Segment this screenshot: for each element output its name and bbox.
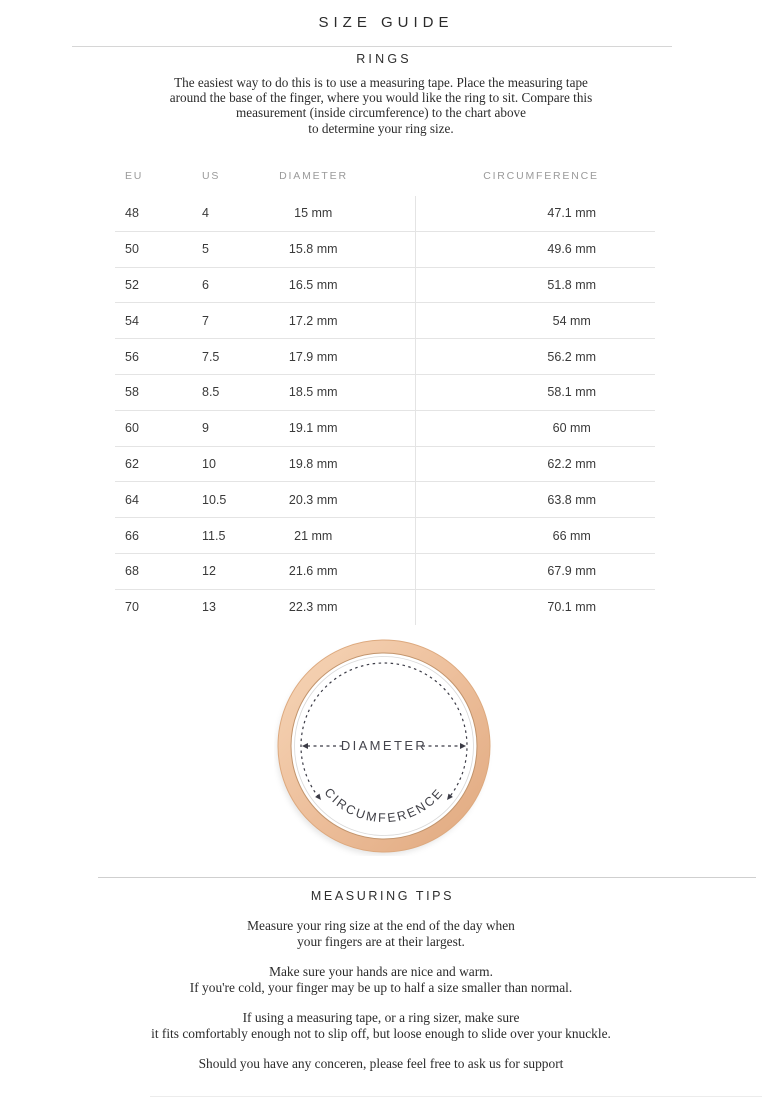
column-header-us: US: [202, 170, 221, 182]
diameter-value: 21 mm: [270, 518, 415, 554]
table-row: [115, 374, 655, 410]
tip-line: Measure your ring size at the end of the day when: [247, 918, 515, 933]
table-row: [115, 482, 655, 518]
column-header-circumference: CIRCUMFERENCE: [483, 170, 599, 182]
tip-line: your fingers are at their largest.: [297, 933, 465, 949]
table-row: [115, 339, 655, 375]
diameter-value: 19.1 mm: [270, 410, 415, 446]
eu-size: 62: [115, 446, 190, 482]
tip-line: Should you have any conceren, please feel free to ask us for support: [198, 1056, 564, 1071]
circumference-value: 47.1 mm: [415, 196, 655, 231]
tips-divider: [98, 877, 756, 878]
tip-line: Make sure your hands are nice and warm.: [269, 964, 493, 979]
table-row: [115, 589, 655, 624]
eu-size: 58: [115, 374, 190, 410]
intro-line: around the base of the finger, where you would like the ring to sit. Compare this: [169, 90, 593, 106]
intro-line: The easiest way to do this is to use a measuring tape. Place the measuring tape: [174, 75, 588, 90]
diameter-value: 18.5 mm: [270, 374, 415, 410]
circumference-value: 51.8 mm: [415, 267, 655, 303]
column-header-diameter: DIAMETER: [279, 170, 348, 182]
us-size: 12: [190, 553, 270, 589]
eu-size: 54: [115, 303, 190, 339]
circumference-value: 62.2 mm: [415, 446, 655, 482]
table-row: [115, 303, 655, 339]
diameter-value: 21.6 mm: [270, 553, 415, 589]
eu-size: 60: [115, 410, 190, 446]
measuring-tips-heading: MEASURING TIPS: [310, 889, 455, 903]
ring-diagram-svg: [274, 636, 494, 856]
eu-size: 70: [115, 589, 190, 624]
tip-paragraph: [0, 1010, 762, 1041]
top-divider: [72, 46, 672, 47]
circumference-value: 56.2 mm: [415, 339, 655, 375]
circumference-label: CIRCUMFERENCE: [321, 785, 447, 826]
table-row: [115, 231, 655, 267]
us-size: 7.5: [190, 339, 270, 375]
intro-paragraph: [0, 75, 762, 136]
eu-size: 66: [115, 518, 190, 554]
us-size: 10.5: [190, 482, 270, 518]
eu-size: 56: [115, 339, 190, 375]
circumference-value: 54 mm: [415, 303, 655, 339]
diameter-label: DIAMETER: [340, 738, 428, 753]
circumference-value: 58.1 mm: [415, 374, 655, 410]
page-title: SIZE GUIDE: [318, 14, 454, 31]
diameter-value: 20.3 mm: [270, 482, 415, 518]
eu-size: 68: [115, 553, 190, 589]
us-size: 10: [190, 446, 270, 482]
table-row: [115, 196, 655, 231]
us-size: 13: [190, 589, 270, 624]
diameter-value: 15.8 mm: [270, 231, 415, 267]
diameter-value: 19.8 mm: [270, 446, 415, 482]
us-size: 5: [190, 231, 270, 267]
diameter-value: 15 mm: [294, 206, 333, 221]
diameter-value: 17.2 mm: [270, 303, 415, 339]
eu-size: 64: [115, 482, 190, 518]
diameter-value: 22.3 mm: [270, 589, 415, 624]
circumference-value: 66 mm: [415, 518, 655, 554]
eu-size: 48: [125, 206, 139, 221]
table-header-row: [115, 166, 655, 196]
footer-divider: [150, 1096, 762, 1097]
circumference-value: 63.8 mm: [415, 482, 655, 518]
diameter-value: 17.9 mm: [270, 339, 415, 375]
eu-size: 52: [115, 267, 190, 303]
tip-line: If using a measuring tape, or a ring sizer, make sure: [242, 1010, 520, 1025]
intro-line: measurement (inside circumference) to the chart above: [236, 105, 526, 121]
table-row: [115, 267, 655, 303]
us-size: 4: [202, 206, 209, 221]
table-row: [115, 518, 655, 554]
table-row: [115, 410, 655, 446]
column-header-eu: EU: [125, 170, 144, 182]
table-row: [115, 553, 655, 589]
tip-line: If you're cold, your finger may be up to half a size smaller than normal.: [189, 979, 573, 995]
tip-paragraph: [0, 918, 762, 949]
circumference-value: 60 mm: [415, 410, 655, 446]
us-size: 9: [190, 410, 270, 446]
ring-measurement-diagram: [274, 636, 494, 856]
tip-paragraph: [0, 964, 762, 995]
diameter-value: 16.5 mm: [270, 267, 415, 303]
us-size: 8.5: [190, 374, 270, 410]
us-size: 11.5: [190, 518, 270, 554]
tip-paragraph: [0, 1056, 762, 1072]
table-row: [115, 446, 655, 482]
rings-section-heading: RINGS: [356, 52, 412, 66]
us-size: 7: [190, 303, 270, 339]
circumference-value: 49.6 mm: [415, 231, 655, 267]
measuring-tips-section: [0, 889, 762, 1072]
tip-line: it fits comfortably enough not to slip off, but loose enough to slide over your knuckle.: [151, 1025, 611, 1041]
eu-size: 50: [115, 231, 190, 267]
ring-size-table: [115, 166, 655, 625]
circumference-value: 70.1 mm: [415, 589, 655, 624]
intro-line: to determine your ring size.: [308, 120, 454, 136]
us-size: 6: [190, 267, 270, 303]
circumference-value: 67.9 mm: [415, 553, 655, 589]
